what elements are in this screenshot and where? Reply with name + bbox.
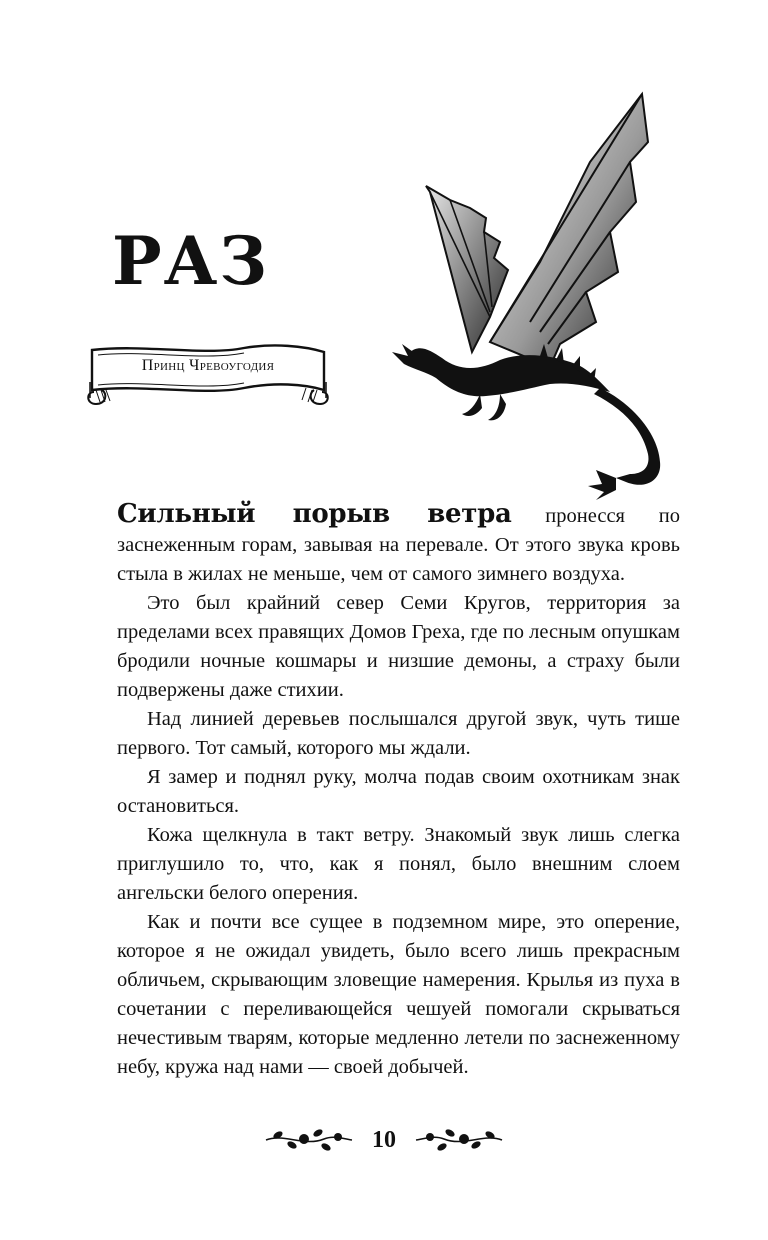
paragraph-6: Как и почти все сущее в подземном мире, это оперение, которое я не ожидал увидеть, было всего лишь прекрасным обличьем, скрывающим зловещие намерения. Крылья из пуха в сочетании с переливающейся чешуей помогали скрываться нечестивым тварям, которые медленно летели по заснеженному небу, кружа над нами — своей добычей. (117, 911, 680, 1078)
paragraph-1 (117, 500, 680, 589)
floral-ornament-left-icon (264, 1125, 354, 1155)
floral-ornament-right-icon (414, 1125, 504, 1155)
chapter-subtitle: Принц Чревоугодия (141, 357, 275, 374)
scroll-banner-icon (84, 340, 332, 412)
chapter-banner (84, 340, 332, 412)
paragraph-5: Кожа щелкнула в такт ветру. Знакомый звук лишь слегка приглушило то, что, как я понял, было внешним слоем ангельски белого оперения. (117, 824, 680, 904)
chapter-text (117, 500, 680, 1082)
paragraph-4: Я замер и поднял руку, молча подав своим охотникам знак остановиться. (117, 766, 680, 817)
paragraph-2: Это был крайний север Семи Кругов, территория за пределами всех правящих Домов Греха, где по лесным опушкам бродили ночные кошмары и низшие демоны, а страху были подвержены даже стихии. (117, 592, 680, 701)
paragraph-1-text: пронесся по заснеженным горам, завывая на перевале. От этого звука кровь стыла в жилах не меньше, чем от самого зимнего воздуха. (117, 505, 680, 585)
dragon-illustration-icon (390, 82, 690, 502)
paragraph-3: Над линией деревьев послышался другой звук, чуть тише первого. Тот самый, которого мы ждали. (117, 708, 680, 759)
chapter-title: РАЗ (112, 222, 269, 300)
opening-words: Сильный порыв ветра (117, 499, 512, 529)
page-footer (0, 1120, 768, 1160)
page-number: 10 (372, 1126, 396, 1153)
